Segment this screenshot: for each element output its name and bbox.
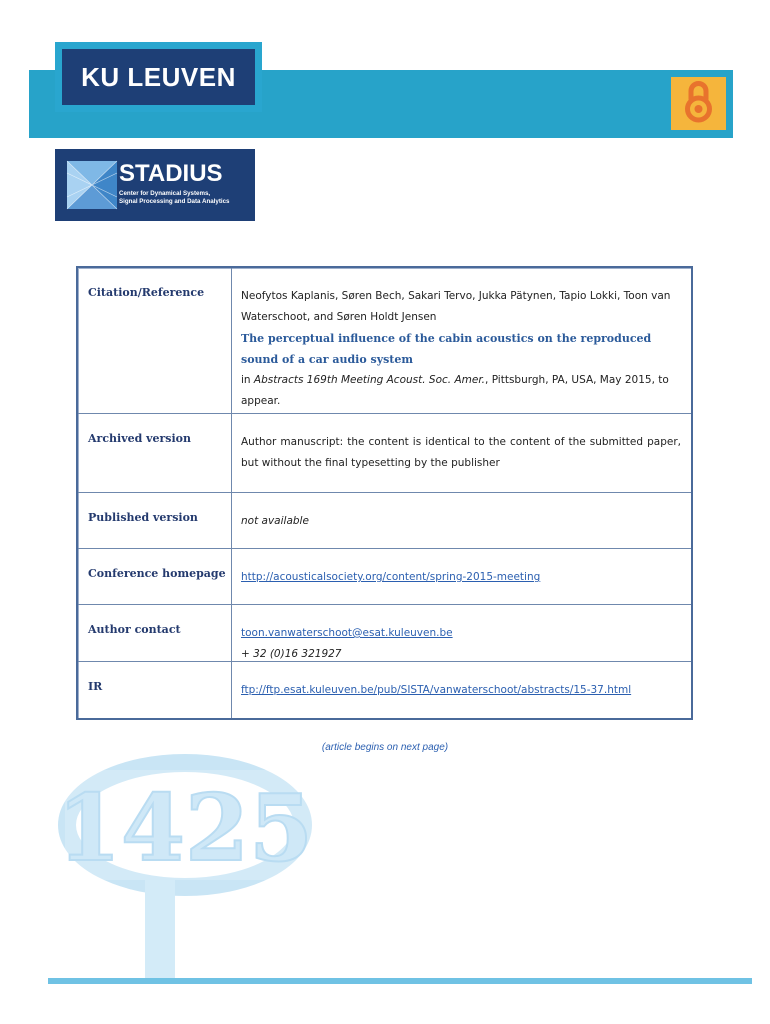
table-row-published bbox=[78, 492, 691, 549]
watermark-number: 1425 bbox=[56, 774, 314, 882]
open-access-icon-graphic bbox=[671, 77, 726, 130]
author-email-link[interactable]: toon.vanwaterschoot@esat.kuleuven.be bbox=[241, 627, 453, 639]
stadius-subtitle-line2: Signal Processing and Data Analytics bbox=[119, 198, 230, 205]
contact-value bbox=[241, 623, 681, 665]
footer-rule bbox=[48, 978, 752, 984]
metadata-table bbox=[76, 266, 693, 720]
table-row-ir bbox=[78, 661, 691, 719]
stadius-subtitle-line1: Center for Dynamical Systems, bbox=[119, 190, 211, 197]
paper-title: The perceptual influence of the cabin acoustics on the reproduced sound of a car audio system bbox=[241, 332, 652, 366]
citation-value bbox=[241, 286, 681, 412]
stadius-title: STADIUS bbox=[119, 160, 223, 187]
published-label: Published version bbox=[88, 511, 198, 524]
next-page-caption: (article begins on next page) bbox=[321, 742, 449, 753]
ku-leuven-logo-text: KU LEUVEN bbox=[62, 49, 255, 105]
venue-name: Abstracts 169th Meeting Acoust. Soc. Amer. bbox=[253, 374, 486, 386]
conference-label: Conference homepage bbox=[88, 567, 226, 580]
venue-prefix: in bbox=[241, 374, 254, 386]
contact-label: Author contact bbox=[88, 623, 181, 636]
stadius-emblem-icon bbox=[65, 157, 121, 213]
anniversary-watermark bbox=[45, 730, 335, 980]
open-access-icon bbox=[671, 77, 726, 130]
ir-value bbox=[241, 680, 681, 701]
stadius-logo bbox=[55, 149, 255, 221]
table-row-citation bbox=[78, 268, 691, 413]
archived-label: Archived version bbox=[88, 432, 192, 445]
ir-label: IR bbox=[88, 680, 103, 693]
ku-leuven-logo bbox=[55, 42, 262, 112]
table-row-conference bbox=[78, 548, 691, 605]
citation-authors: Neofytos Kaplanis, Søren Bech, Sakari Tervo, Jukka Pätynen, Tapio Lokki, Toon van Waterschoot, and Søren Holdt Jensen bbox=[241, 290, 671, 323]
ir-link[interactable]: ftp://ftp.esat.kuleuven.be/pub/SISTA/vanwaterschoot/abstracts/15-37.html bbox=[241, 684, 632, 696]
author-phone: + 32 (0)16 321927 bbox=[241, 648, 342, 660]
table-row-archived bbox=[78, 413, 691, 493]
citation-venue bbox=[241, 370, 681, 412]
venue-suffix: , Pittsburgh, PA, USA, May 2015, to appear. bbox=[241, 374, 669, 407]
conference-value bbox=[241, 567, 681, 588]
citation-label: Citation/Reference bbox=[88, 286, 205, 299]
table-row-contact bbox=[78, 604, 691, 662]
published-value: not available bbox=[241, 515, 309, 527]
archived-value: Author manuscript: the content is identical to the content of the submitted paper, but without the final typesetting by the publisher bbox=[241, 436, 681, 469]
conference-homepage-link[interactable]: http://acousticalsociety.org/content/spring-2015-meeting bbox=[241, 571, 541, 583]
